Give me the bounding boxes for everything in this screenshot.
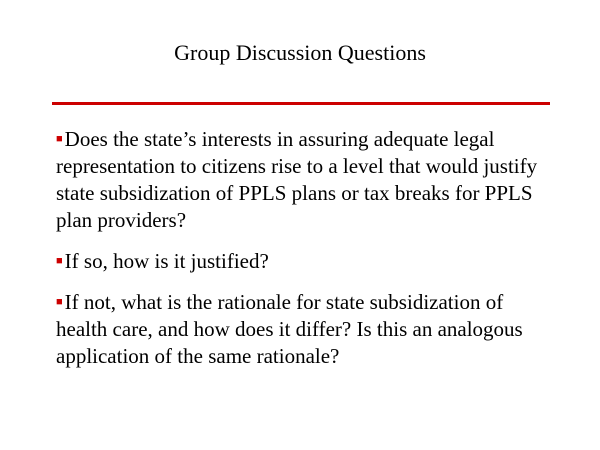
bullet-item bbox=[56, 248, 546, 275]
square-bullet-icon: ■ bbox=[56, 296, 63, 308]
title-divider bbox=[52, 102, 550, 105]
bullet-text: Does the state’s interests in assuring adequate legal representation to citizens rise to a level that would justify state subsidization of PPLS plans or tax breaks for PPLS plan providers? bbox=[56, 127, 538, 232]
slide-title: Group Discussion Questions bbox=[174, 40, 426, 65]
bullet-text: If so, how is it justified? bbox=[64, 249, 269, 273]
square-bullet-icon: ■ bbox=[56, 255, 63, 267]
bullet-item bbox=[56, 126, 546, 234]
bullet-item bbox=[56, 289, 546, 370]
square-bullet-icon: ■ bbox=[56, 133, 63, 145]
bullet-text: If not, what is the rationale for state subsidization of health care, and how does it differ? Is this an analogous application of the same rationale? bbox=[56, 290, 523, 368]
bullet-list bbox=[56, 126, 546, 384]
